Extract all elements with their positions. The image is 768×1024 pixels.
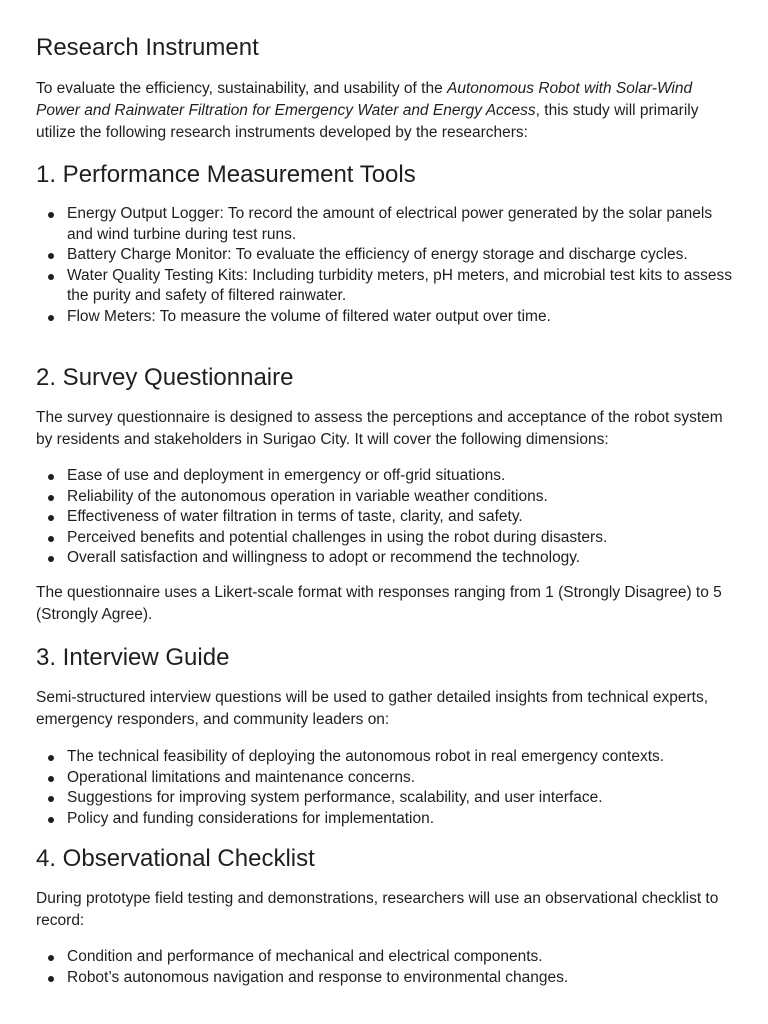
project-title-italic: Autonomous Robot with Solar-Wind Power and Rainwater Filtration for Emergency Water and Energy Access [36, 80, 693, 119]
intro-paragraph [36, 78, 736, 144]
likert-paragraph: The questionnaire uses a Likert-scale format with responses ranging from 1 (Strongly Disagree) to 5 (Strongly Agree). [36, 584, 722, 623]
intro-text-start: To evaluate the efficiency, sustainability, and usability of the [36, 80, 447, 97]
list-item: Perceived benefits and potential challenges in using the robot during disasters. [36, 528, 736, 549]
list-item: Ease of use and deployment in emergency or off-grid situations. [36, 466, 736, 487]
list-item: Policy and funding considerations for implementation. [36, 809, 736, 830]
intro-text-end: , this study will primarily utilize the following research instruments developed by the researchers: [36, 102, 699, 141]
page-title: Research Instrument [36, 34, 259, 61]
list-item: Effectiveness of water filtration in terms of taste, clarity, and safety. [36, 507, 736, 528]
list-item: Reliability of the autonomous operation in variable weather conditions. [36, 487, 736, 508]
bullet-icon [48, 474, 54, 480]
bullet-icon [48, 515, 54, 521]
bullet-icon [48, 556, 54, 562]
list-item: Condition and performance of mechanical and electrical components. [36, 947, 736, 968]
section-heading-survey: 2. Survey Questionnaire [36, 364, 294, 391]
bullet-icon [48, 253, 54, 259]
observational-paragraph: During prototype field testing and demonstrations, researchers will use an observational checklist to record: [36, 890, 719, 929]
section-heading-performance-tools: 1. Performance Measurement Tools [36, 161, 416, 188]
list-item: Robot’s autonomous navigation and response to environmental changes. [36, 968, 736, 989]
section-heading-interview: 3. Interview Guide [36, 644, 230, 671]
bullet-icon [48, 776, 54, 782]
bullet-icon [48, 955, 54, 961]
bullet-icon [48, 495, 54, 501]
list-item: Operational limitations and maintenance concerns. [36, 768, 736, 789]
list-item: Battery Charge Monitor: To evaluate the efficiency of energy storage and discharge cycles. [36, 245, 736, 266]
bullet-icon [48, 536, 54, 542]
list-item: Energy Output Logger: To record the amount of electrical power generated by the solar panels and wind turbine during test runs. [36, 204, 736, 245]
list-item: The technical feasibility of deploying the autonomous robot in real emergency contexts. [36, 747, 736, 768]
bullet-icon [48, 212, 54, 218]
bullet-icon [48, 817, 54, 823]
list-item: Overall satisfaction and willingness to adopt or recommend the technology. [36, 548, 736, 569]
list-item: Water Quality Testing Kits: Including turbidity meters, pH meters, and microbial test kits to assess the purity and safety of filtered rainwater. [36, 266, 736, 307]
list-item: Flow Meters: To measure the volume of filtered water output over time. [36, 307, 736, 328]
interview-topics-list [36, 747, 736, 829]
interview-paragraph: Semi-structured interview questions will be used to gather detailed insights from technical experts, emergency responders, and community leaders on: [36, 689, 708, 728]
survey-paragraph: The survey questionnaire is designed to assess the perceptions and acceptance of the robot system by residents and stakeholders in Surigao City. It will cover the following dimensions: [36, 409, 723, 448]
bullet-icon [48, 796, 54, 802]
performance-tools-list [36, 204, 736, 327]
bullet-icon [48, 274, 54, 280]
section-heading-observational: 4. Observational Checklist [36, 845, 315, 872]
bullet-icon [48, 755, 54, 761]
bullet-icon [48, 315, 54, 321]
observational-items-list [36, 947, 736, 988]
survey-dimensions-list [36, 466, 736, 569]
list-item: Suggestions for improving system performance, scalability, and user interface. [36, 788, 736, 809]
bullet-icon [48, 976, 54, 982]
